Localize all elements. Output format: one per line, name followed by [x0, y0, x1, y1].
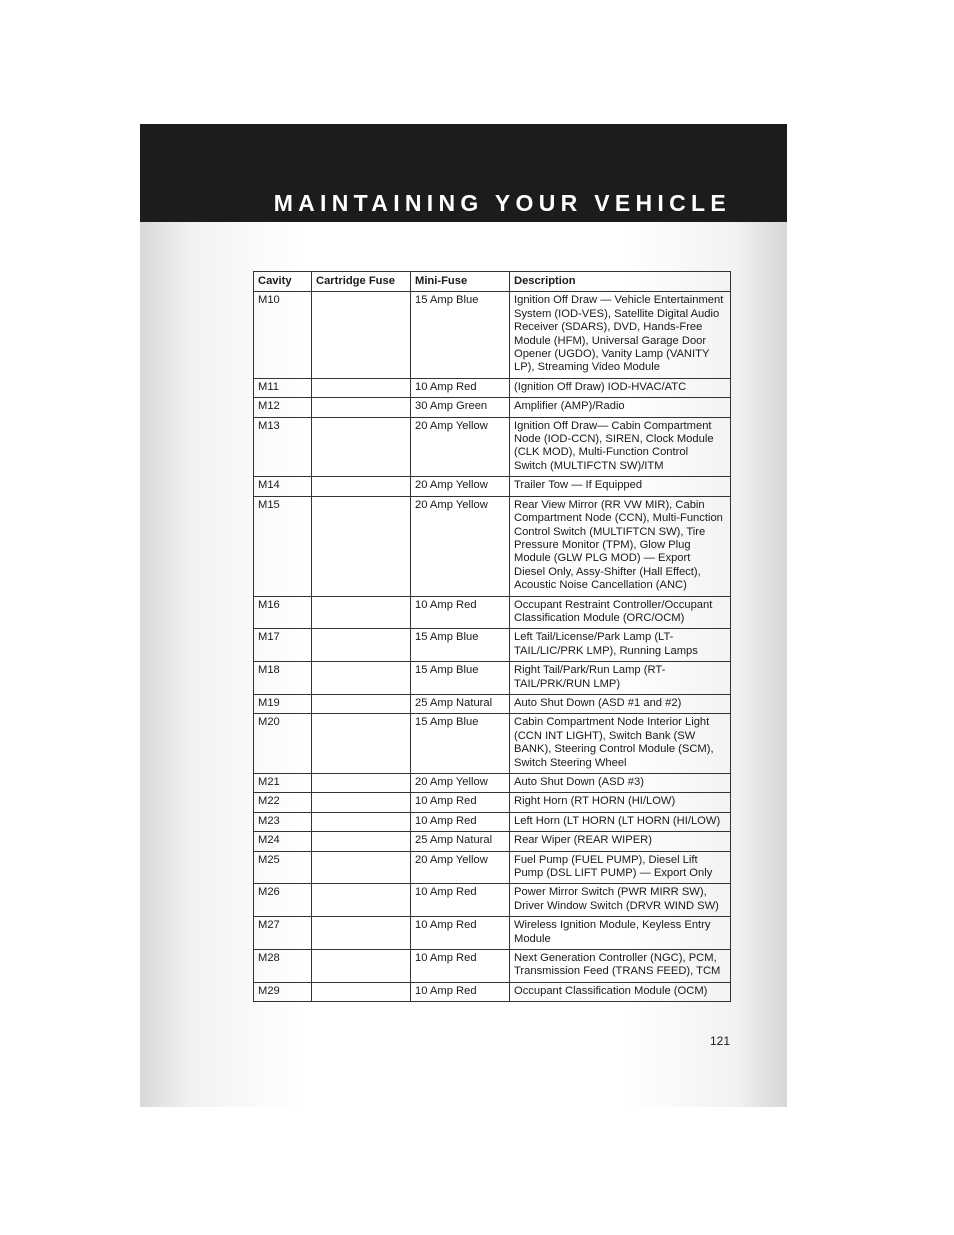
mini-fuse-cell: 10 Amp Red [411, 596, 510, 629]
mini-fuse-cell: 10 Amp Red [411, 812, 510, 831]
column-header-mini-fuse: Mini-Fuse [411, 272, 510, 292]
cartridge-fuse-cell [312, 832, 411, 851]
description-cell: Power Mirror Switch (PWR MIRR SW), Driver Window Switch (DRVR WIND SW) [510, 884, 731, 917]
description-cell: Trailer Tow — If Equipped [510, 477, 731, 496]
table-row [254, 629, 731, 662]
mini-fuse-cell: 20 Amp Yellow [411, 851, 510, 884]
table-row [254, 662, 731, 695]
table-row [254, 417, 731, 477]
table-row [254, 477, 731, 496]
cavity-cell: M16 [254, 596, 312, 629]
description-cell: Left Tail/License/Park Lamp (LT-TAIL/LIC/PRK LMP), Running Lamps [510, 629, 731, 662]
section-header [140, 124, 787, 222]
mini-fuse-cell: 30 Amp Green [411, 398, 510, 417]
description-cell: Cabin Compartment Node Interior Light (CCN INT LIGHT), Switch Bank (SW BANK), Steering Control Module (SCM), Switch Steering Wheel [510, 714, 731, 774]
mini-fuse-cell: 10 Amp Red [411, 982, 510, 1001]
section-title: MAINTAINING YOUR VEHICLE [273, 190, 731, 216]
table-row [254, 812, 731, 831]
table-row [254, 292, 731, 378]
description-cell: (Ignition Off Draw) IOD-HVAC/ATC [510, 378, 731, 397]
table-row [254, 982, 731, 1001]
description-cell: Next Generation Controller (NGC), PCM, Transmission Feed (TRANS FEED), TCM [510, 950, 731, 983]
mini-fuse-cell: 10 Amp Red [411, 378, 510, 397]
mini-fuse-cell: 20 Amp Yellow [411, 496, 510, 596]
description-cell: Auto Shut Down (ASD #3) [510, 774, 731, 793]
cartridge-fuse-cell [312, 982, 411, 1001]
cavity-cell: M13 [254, 417, 312, 477]
table-row [254, 496, 731, 596]
cartridge-fuse-cell [312, 596, 411, 629]
column-header-cartridge-fuse: Cartridge Fuse [312, 272, 411, 292]
cartridge-fuse-cell [312, 629, 411, 662]
mini-fuse-cell: 10 Amp Red [411, 917, 510, 950]
cartridge-fuse-cell [312, 950, 411, 983]
description-cell: Occupant Classification Module (OCM) [510, 982, 731, 1001]
description-cell: Ignition Off Draw — Vehicle Entertainment System (IOD-VES), Satellite Digital Audio Receiver (SDARS), DVD, Hands-Free Module (HFM), Universal Garage Door Opener (UGDO), Vanity Lamp (VANITY LP), Streaming Video Module [510, 292, 731, 378]
cavity-cell: M28 [254, 950, 312, 983]
cartridge-fuse-cell [312, 292, 411, 378]
cavity-cell: M14 [254, 477, 312, 496]
column-header-cavity: Cavity [254, 272, 312, 292]
cartridge-fuse-cell [312, 851, 411, 884]
cavity-cell: M21 [254, 774, 312, 793]
mini-fuse-cell: 10 Amp Red [411, 950, 510, 983]
table-row [254, 851, 731, 884]
cartridge-fuse-cell [312, 714, 411, 774]
cartridge-fuse-cell [312, 477, 411, 496]
cartridge-fuse-cell [312, 917, 411, 950]
cartridge-fuse-cell [312, 378, 411, 397]
table-header-row [254, 272, 731, 292]
cartridge-fuse-cell [312, 662, 411, 695]
description-cell: Auto Shut Down (ASD #1 and #2) [510, 694, 731, 713]
description-cell: Fuel Pump (FUEL PUMP), Diesel Lift Pump (DSL LIFT PUMP) — Export Only [510, 851, 731, 884]
mini-fuse-cell: 15 Amp Blue [411, 292, 510, 378]
table-row [254, 714, 731, 774]
mini-fuse-cell: 15 Amp Blue [411, 629, 510, 662]
cavity-cell: M23 [254, 812, 312, 831]
description-cell: Rear Wiper (REAR WIPER) [510, 832, 731, 851]
description-cell: Wireless Ignition Module, Keyless Entry Module [510, 917, 731, 950]
cavity-cell: M26 [254, 884, 312, 917]
cavity-cell: M29 [254, 982, 312, 1001]
cavity-cell: M11 [254, 378, 312, 397]
cavity-cell: M22 [254, 793, 312, 812]
cavity-cell: M15 [254, 496, 312, 596]
table-row [254, 774, 731, 793]
mini-fuse-cell: 20 Amp Yellow [411, 417, 510, 477]
table-row [254, 917, 731, 950]
mini-fuse-cell: 20 Amp Yellow [411, 477, 510, 496]
manual-page [140, 124, 787, 1107]
cartridge-fuse-cell [312, 774, 411, 793]
cavity-cell: M19 [254, 694, 312, 713]
table-row [254, 832, 731, 851]
table-row [254, 596, 731, 629]
cavity-cell: M27 [254, 917, 312, 950]
description-cell: Amplifier (AMP)/Radio [510, 398, 731, 417]
description-cell: Left Horn (LT HORN (LT HORN (HI/LOW) [510, 812, 731, 831]
table-row [254, 694, 731, 713]
mini-fuse-cell: 25 Amp Natural [411, 694, 510, 713]
table-row [254, 950, 731, 983]
table-row [254, 398, 731, 417]
table-row [254, 378, 731, 397]
cavity-cell: M17 [254, 629, 312, 662]
cavity-cell: M10 [254, 292, 312, 378]
cavity-cell: M24 [254, 832, 312, 851]
table-row [254, 884, 731, 917]
column-header-description: Description [510, 272, 731, 292]
cartridge-fuse-cell [312, 884, 411, 917]
cavity-cell: M25 [254, 851, 312, 884]
table-row [254, 793, 731, 812]
description-cell: Right Tail/Park/Run Lamp (RT-TAIL/PRK/RUN LMP) [510, 662, 731, 695]
cartridge-fuse-cell [312, 812, 411, 831]
mini-fuse-cell: 20 Amp Yellow [411, 774, 510, 793]
cavity-cell: M12 [254, 398, 312, 417]
page-number: 121 [709, 1034, 730, 1048]
cavity-cell: M20 [254, 714, 312, 774]
cartridge-fuse-cell [312, 398, 411, 417]
cavity-cell: M18 [254, 662, 312, 695]
mini-fuse-cell: 15 Amp Blue [411, 662, 510, 695]
cartridge-fuse-cell [312, 496, 411, 596]
mini-fuse-cell: 10 Amp Red [411, 793, 510, 812]
description-cell: Right Horn (RT HORN (HI/LOW) [510, 793, 731, 812]
fuse-table [253, 271, 731, 1002]
cartridge-fuse-cell [312, 694, 411, 713]
cartridge-fuse-cell [312, 417, 411, 477]
mini-fuse-cell: 25 Amp Natural [411, 832, 510, 851]
table-body [254, 292, 731, 1002]
description-cell: Occupant Restraint Controller/Occupant Classification Module (ORC/OCM) [510, 596, 731, 629]
mini-fuse-cell: 10 Amp Red [411, 884, 510, 917]
description-cell: Rear View Mirror (RR VW MIR), Cabin Compartment Node (CCN), Multi-Function Control Switch (MULTIFTCN SW), Tire Pressure Monitor (TPM), Glow Plug Module (GLW PLG MOD) — Export Diesel Only, Assy-Shifter (Hall Effect), Acoustic Noise Cancellation (ANC) [510, 496, 731, 596]
mini-fuse-cell: 15 Amp Blue [411, 714, 510, 774]
cartridge-fuse-cell [312, 793, 411, 812]
description-cell: Ignition Off Draw— Cabin Compartment Node (IOD-CCN), SIREN, Clock Module (CLK MOD), Multi-Function Control Switch (MULTIFCTN SW)/ITM [510, 417, 731, 477]
